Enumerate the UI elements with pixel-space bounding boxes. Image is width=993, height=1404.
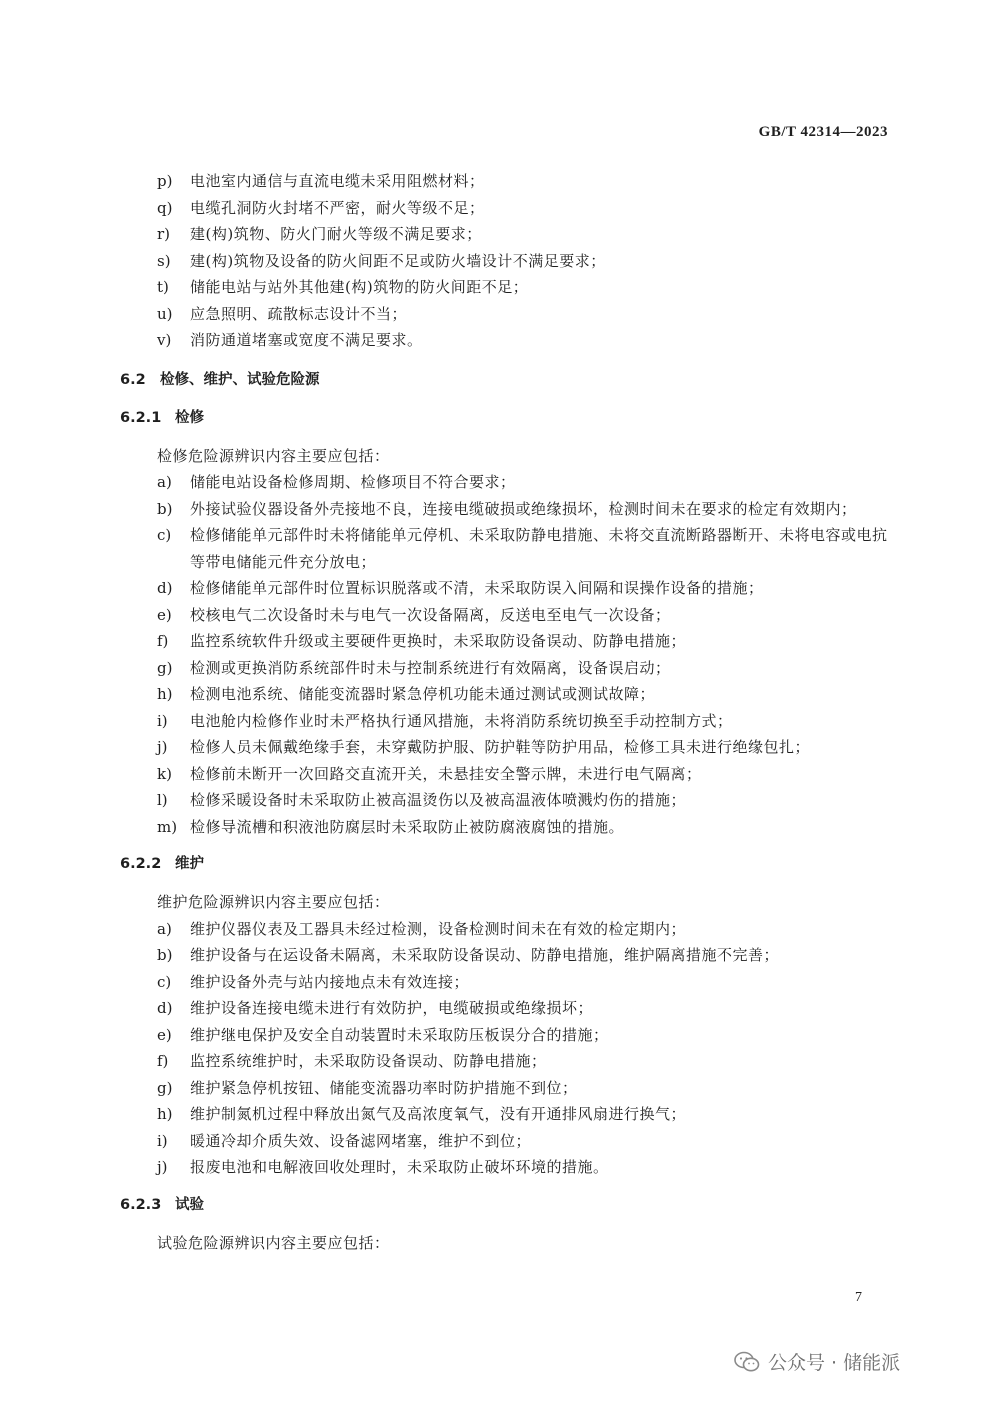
list-marker: e): [157, 1025, 172, 1044]
list-item: [120, 655, 890, 682]
list-item: [120, 814, 890, 841]
list-marker: a): [157, 919, 172, 938]
list-marker: l): [157, 791, 168, 809]
list-marker: p): [157, 172, 173, 190]
list-item: [120, 969, 890, 996]
section-heading-6-2: [120, 367, 890, 393]
list-marker: i): [157, 711, 168, 730]
hazard-list-upkeep: [120, 916, 890, 1181]
list-item: [120, 1154, 890, 1181]
list-item: [120, 681, 890, 708]
hazard-list-fire: [120, 168, 890, 354]
list-marker: a): [157, 473, 172, 491]
section-title: 检修: [175, 409, 204, 426]
list-marker: c): [157, 972, 172, 991]
list-item: [120, 761, 890, 788]
list-item: [120, 274, 890, 301]
list-marker: j): [157, 738, 168, 756]
list-text: 电池室内通信与直流电缆未采用阻燃材料；: [190, 172, 485, 190]
list-text: 暖通冷却介质失效、设备滤网堵塞，维护不到位；: [190, 1131, 532, 1150]
list-text: 消防通道堵塞或宽度不满足要求。: [190, 331, 423, 349]
list-marker: h): [157, 1105, 173, 1123]
list-text: 维护继电保护及安全自动装置时未采取防压板误分合的措施；: [190, 1025, 609, 1044]
list-item: [120, 1101, 890, 1128]
list-item: [120, 916, 890, 943]
list-marker: d): [157, 579, 173, 597]
list-text: 监控系统软件升级或主要硬件更换时，未采取防设备误动、防静电措施；: [190, 632, 687, 650]
list-text: 检修采暖设备时未采取防止被高温烫伤以及被高温液体喷溅灼伤的措施；: [190, 791, 687, 809]
list-text: 维护仪器仪表及工器具未经过检测，设备检测时间未在有效的检定期内；: [190, 919, 687, 938]
standard-code: GB/T 42314—2023: [758, 124, 888, 140]
page-number: 7: [855, 1290, 862, 1305]
list-marker: f): [157, 1052, 169, 1070]
list-marker: r): [157, 225, 171, 243]
list-marker: u): [157, 304, 173, 323]
section-number: 6.2.1: [120, 409, 162, 426]
list-text: 维护设备与在运设备未隔离，未采取防设备误动、防静电措施，维护隔离措施不完善；: [190, 946, 780, 964]
list-text: 维护制氮机过程中释放出氮气及高浓度氧气，没有开通排风扇进行换气；: [190, 1105, 687, 1123]
list-marker: m): [157, 817, 178, 836]
list-marker: t): [157, 278, 169, 296]
list-item: [120, 469, 890, 496]
list-item: [120, 787, 890, 814]
list-item: [120, 995, 890, 1022]
list-item: [120, 1048, 890, 1075]
section-heading-6-2-3: [120, 1192, 890, 1218]
list-item: [120, 575, 890, 602]
section-intro: 检修危险源辨识内容主要应包括：: [157, 446, 390, 465]
list-item: [120, 221, 890, 248]
list-text: 检修导流槽和积液池防腐层时未采取防止被防腐液腐蚀的措施。: [190, 817, 625, 836]
section-heading-6-2-1: [120, 405, 890, 431]
list-item: [120, 942, 890, 969]
list-text: 储能电站与站外其他建(构)筑物的防火间距不足；: [190, 278, 529, 296]
list-marker: g): [157, 658, 173, 677]
list-item: [120, 628, 890, 655]
list-marker: k): [157, 764, 172, 783]
list-marker: v): [157, 331, 172, 349]
list-item: [120, 708, 890, 735]
list-marker: e): [157, 605, 172, 624]
list-marker: j): [157, 1158, 168, 1176]
wechat-icon: [734, 1351, 760, 1373]
section-title: 试验: [175, 1196, 204, 1213]
list-marker: f): [157, 632, 169, 650]
list-text: 建(构)筑物、防火门耐火等级不满足要求；: [190, 225, 482, 243]
list-item: [120, 1128, 890, 1155]
list-item: [120, 602, 890, 629]
list-item: [120, 1022, 890, 1049]
list-text: 建(构)筑物及设备的防火间距不足或防火墙设计不满足要求；: [190, 251, 606, 270]
list-text: 检修前未断开一次回路交直流开关，未悬挂安全警示牌，未进行电气隔离；: [190, 764, 702, 783]
list-marker: q): [157, 198, 173, 217]
list-text: 检修储能单元部件时未将储能单元停机、未采取防静电措施、未将交直流断路器断开、未将电容或电抗等带电储能元件充分放电；: [190, 526, 888, 571]
list-text: 监控系统维护时，未采取防设备误动、防静电措施；: [190, 1052, 547, 1070]
list-marker: b): [157, 499, 173, 518]
list-item: [120, 248, 890, 275]
list-text: 应急照明、疏散标志设计不当；: [190, 304, 408, 323]
hazard-list-maintenance-repair: [120, 469, 890, 840]
section-number: 6.2.3: [120, 1196, 162, 1213]
document-body: [120, 168, 890, 1256]
list-marker: s): [157, 251, 171, 270]
list-text: 电池舱内检修作业时未严格执行通风措施，未将消防系统切换至手动控制方式；: [190, 711, 733, 730]
list-item: [120, 168, 890, 195]
section-number: 6.2.2: [120, 856, 162, 872]
list-marker: c): [157, 526, 172, 544]
list-marker: b): [157, 946, 173, 964]
list-marker: i): [157, 1131, 168, 1150]
section-title: 维护: [175, 856, 204, 872]
list-text: 维护紧急停机按钮、储能变流器功率时防护措施不到位；: [190, 1078, 578, 1097]
list-item: [120, 1075, 890, 1102]
list-text: 检测电池系统、储能变流器时紧急停机功能未通过测试或测试故障；: [190, 685, 656, 703]
list-text: 电缆孔洞防火封堵不严密，耐火等级不足；: [190, 198, 485, 217]
list-text: 外接试验仪器设备外壳接地不良，连接电缆破损或绝缘损坏，检测时间未在要求的检定有效期内；: [190, 499, 857, 518]
list-marker: d): [157, 999, 173, 1017]
list-item: [120, 496, 890, 523]
list-item: [120, 301, 890, 328]
list-text: 维护设备连接电缆未进行有效防护，电缆破损或绝缘损坏；: [190, 999, 594, 1017]
section-intro: 维护危险源辨识内容主要应包括：: [157, 893, 390, 911]
list-text: 报废电池和电解液回收处理时，未采取防止破坏环境的措施。: [190, 1158, 609, 1176]
list-text: 检测或更换消防系统部件时未与控制系统进行有效隔离，设备误启动；: [190, 658, 671, 677]
list-text: 校核电气二次设备时未与电气一次设备隔离，反送电至电气一次设备；: [190, 605, 671, 624]
list-marker: h): [157, 685, 173, 703]
list-text: 检修人员未佩戴绝缘手套，未穿戴防护服、防护鞋等防护用品，检修工具未进行绝缘包扎；: [190, 738, 811, 756]
watermark-text: 公众号 · 储能派: [768, 1352, 901, 1374]
section-title: 检修、维护、试验危险源: [160, 371, 320, 388]
list-item: [120, 327, 890, 354]
section-heading-6-2-2: [120, 851, 890, 877]
list-item: [120, 195, 890, 222]
list-item: [120, 522, 890, 575]
list-text: 检修储能单元部件时位置标识脱落或不清，未采取防误入间隔和误操作设备的措施；: [190, 579, 764, 597]
list-text: 储能电站设备检修周期、检修项目不符合要求；: [190, 473, 516, 491]
list-marker: g): [157, 1078, 173, 1097]
section-intro: 试验危险源辨识内容主要应包括：: [157, 1233, 390, 1252]
list-item: [120, 734, 890, 761]
list-text: 维护设备外壳与站内接地点未有效连接；: [190, 972, 470, 991]
watermark: [734, 1348, 900, 1375]
section-number: 6.2: [120, 371, 146, 388]
